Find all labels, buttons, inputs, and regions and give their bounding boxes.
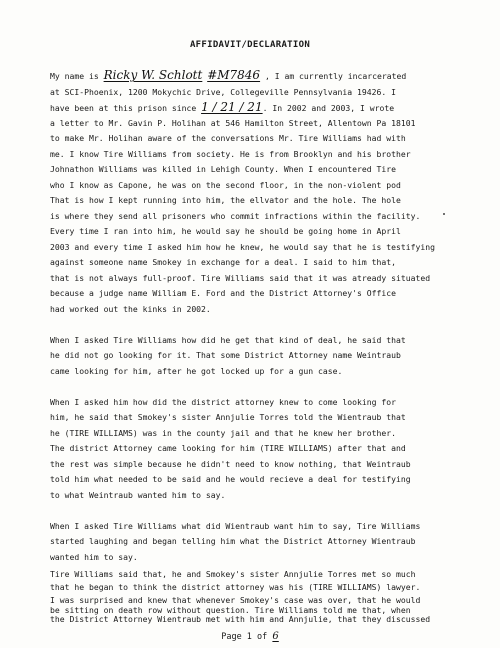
paragraph-5-line-1: Tire Williams said that, he and Smokey's sister Annjulie Torres met so much (50, 569, 416, 579)
handwritten-inmate-number: #M7846 (207, 68, 261, 82)
paragraph-3-line-7: to what Weintraub wanted him to say. (50, 490, 226, 500)
paragraph-3-line-6: told him what needed to be said and he would recieve a deal for testifying (50, 474, 411, 484)
handwritten-total-pages: 6 (272, 631, 279, 642)
paragraph-5-line-5: the District Attorney Wientraub met with him and Annjulie, that they discussed (50, 614, 431, 624)
text-line-1 (50, 70, 406, 81)
paragraph-4-line-2: started laughing and began telling him what the District Attorney Wientraub (50, 536, 416, 546)
text-line-4: a letter to Mr. Gavin P. Holihan at 546 Hamilton Street, Allentown Pa 18101 (50, 118, 416, 128)
text-line-5: to make Mr. Holihan aware of the conversations Mr. Tire Williams had with (50, 133, 406, 143)
paragraph-5-line-3: I was surprised and knew that whenever Smokey's case was over, that he would (50, 595, 421, 605)
document-title: AFFIDAVIT/DECLARATION (189, 40, 311, 50)
paragraph-3-line-4: The district Attorney came looking for him (TIRE WILLIAMS) after that and (50, 443, 406, 453)
text-line-8: who I know as Capone, he was on the second floor, in the non-violent pod (50, 180, 401, 190)
text-segment: . In 2002 and 2003, I wrote (262, 103, 395, 113)
text-line-16: had worked out the kinks in 2002. (50, 304, 211, 314)
paragraph-2-line-3: came looking for him, after he got locked up for a gun case. (50, 366, 343, 376)
text-segment: My name is (50, 71, 104, 81)
text-line-14: that is not always full-proof. Tire Williams said that it was atready situated (50, 273, 431, 283)
paragraph-4-line-3: wanted him to say. (50, 552, 138, 562)
scan-speck (443, 213, 445, 215)
text-line-2: at SCI-Phoenix, 1200 Mokychic Drive, Collegeville Pennsylvania 19426. I (50, 87, 396, 97)
paragraph-3-line-3: he (TIRE WILLIAMS) was in the county jail and that he knew her brother. (50, 428, 396, 438)
text-line-13: against someone name Smokey in exchange for a deal. I said to him that, (50, 257, 396, 267)
text-line-3 (50, 102, 394, 113)
paragraph-5-line-4: be sitting on death row without question. Tire Williams told me that, when (50, 605, 411, 615)
text-line-12: 2003 and every time I asked him how he knew, he would say that he is testifying (50, 242, 435, 252)
paragraph-3-line-5: the rest was simple because he didn't need to know nothing, that Weintraub (50, 459, 411, 469)
text-line-15: because a judge name William E. Ford and the District Attorney's Office (50, 288, 396, 298)
handwritten-name: Ricky W. Schlott (103, 68, 203, 82)
text-line-7: Johnathon Williams was killed in Lehigh County. When I encountered Tire (50, 164, 396, 174)
paragraph-2-line-2: he did not go looking for it. That some District Attorney name Weintraub (50, 350, 401, 360)
text-segment: , I am currently incarcerated (260, 71, 407, 81)
text-line-6: me. I know Tire Williams from society. He is from Brooklyn and his brother (50, 149, 411, 159)
text-line-9: That is how I kept running into him, the ellvator and the hole. The hole (50, 195, 401, 205)
text-line-10: is where they send all prisoners who commit infractions within the facility. (50, 211, 421, 221)
paragraph-2-line-1: When I asked Tire Williams how did he get that kind of deal, he said that (50, 335, 406, 345)
page-number-label: Page 1 of (221, 632, 273, 642)
paragraph-3-line-2: him, he said that Smokey's sister Annjulie Torres told the Wientraub that (50, 412, 406, 422)
paragraph-4-line-1: When I asked Tire Williams what did Wientraub want him to say, Tire Williams (50, 521, 421, 531)
handwritten-date: 1 / 21 / 21 (201, 100, 263, 114)
text-segment: have been at this prison since (50, 103, 202, 113)
page-number (0, 631, 500, 642)
paragraph-3-line-1: When I asked him how did the district attorney knew to come looking for (50, 397, 396, 407)
text-line-11: Every time I ran into him, he would say he should be going home in April (50, 226, 401, 236)
paragraph-5-line-2: that he began to think the district attorney was his (TIRE WILLIAMS) lawyer. (50, 582, 421, 592)
